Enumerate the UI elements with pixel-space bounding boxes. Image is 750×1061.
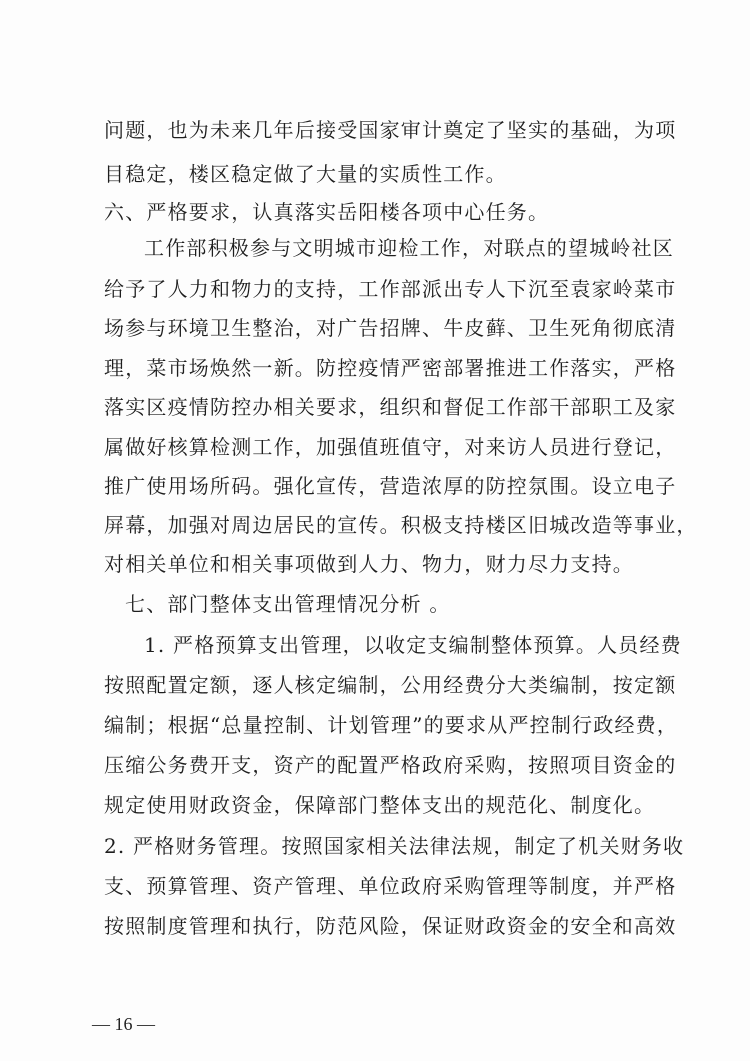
text-line-20: 支、预算管理、资产管理、单位政府采购管理等制度，并严格 (104, 874, 677, 898)
text-line-6: 场参与环境卫生整治，对广告招牌、牛皮藓、卫生死角彻底清 (104, 316, 677, 340)
text-line-21: 按照制度管理和执行，防范风险，保证财政资金的安全和高效 (104, 914, 677, 938)
text-line-16: 编制；根据“总量控制、计划管理”的要求从严控制行政经费， (104, 713, 679, 737)
text-line-14: 1. 严格预算支出管理，以收定支编制整体预算。人员经费 (144, 633, 682, 657)
text-line-12: 对相关单位和相关事项做到人力、物力，财力尽力支持。 (104, 552, 634, 576)
text-line-15: 按照配置定额，逐人核定编制，公用经费分大类编制，按定额 (104, 673, 677, 697)
text-line-11: 屏幕，加强对周边居民的宣传。积极支持楼区旧城改造等事业， (104, 513, 698, 537)
text-line-1: 问题，也为未来几年后接受国家审计奠定了坚实的基础，为项 (104, 118, 677, 142)
text-line-8: 落实区疫情防控办相关要求，组织和督促工作部干部职工及家 (104, 395, 677, 419)
section-heading-7: 七、部门整体支出管理情况分析 。 (125, 592, 451, 616)
text-line-4: 工作部积极参与文明城市迎检工作，对联点的望城岭社区 (144, 236, 674, 260)
text-line-7: 理，菜市场焕然一新。防控疫情严密部署推进工作落实，严格 (104, 356, 677, 380)
text-line-10: 推广使用场所码。强化宣传，营造浓厚的防控氛围。设立电子 (104, 474, 677, 498)
text-line-19: 2. 严格财务管理。按照国家相关法律法规，制定了机关财务收 (104, 834, 685, 858)
text-line-18: 规定使用财政资金，保障部门整体支出的规范化、制度化。 (104, 793, 656, 817)
text-line-17: 压缩公务费开支，资产的配置严格政府采购，按照项目资金的 (104, 753, 677, 777)
text-line-2: 目稳定，楼区稳定做了大量的实质性工作。 (104, 162, 507, 186)
text-line-5: 给予了人力和物力的支持，工作部派出专人下沉至袁家岭菜市 (104, 277, 677, 301)
section-heading-6: 六、严格要求，认真落实岳阳楼各项中心任务。 (104, 200, 550, 224)
text-line-9: 属做好核算检测工作，加强值班值守，对来访人员进行登记， (104, 435, 677, 459)
page-number: — 16 — (92, 1014, 155, 1034)
